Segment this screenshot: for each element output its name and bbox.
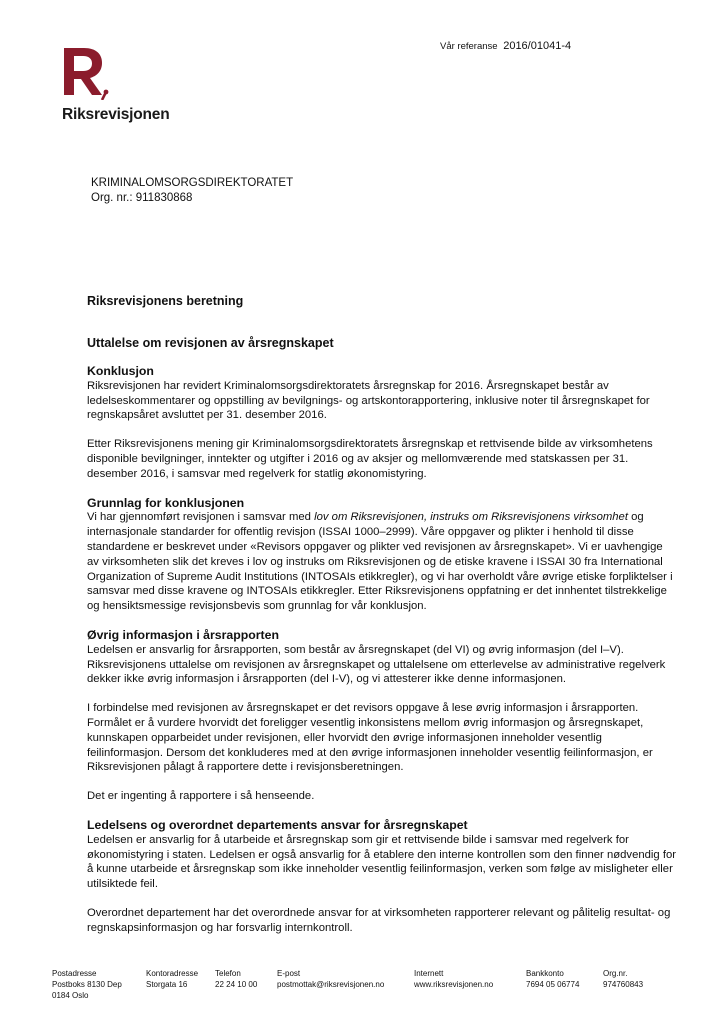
recipient-org-nr: Org. nr.: 911830868 (91, 192, 193, 204)
logo-name: Riksrevisjonen (62, 106, 170, 123)
logo-r-shape (64, 48, 102, 95)
footer-value: 7694 05 06774 (526, 980, 580, 989)
footer-label: Org.nr. (603, 969, 628, 978)
section-ovrig-informasjon (87, 628, 677, 804)
paragraph: Det er ingenting å rapportere i så henseende. (87, 790, 315, 803)
footer-value: postmottak@riksrevisjonen.no (277, 980, 385, 989)
paragraph: Overordnet departement har det overordnede ansvar for at virksomheten rapporterer relevant og pålitelig resultat- og regnskapsinformasjon og har forsvarlig internkontroll. (87, 906, 671, 934)
footer-telefon (215, 968, 257, 990)
reference (440, 40, 571, 52)
recipient-block (91, 176, 293, 206)
footer-postadresse (52, 968, 122, 1001)
logo (62, 44, 182, 126)
recipient-name: KRIMINALOMSORGSDIREKTORATET (91, 177, 294, 189)
paragraph-text: og internasjonale standarder for offentlig revisjon (ISSAI 1000–2999). Våre oppgaver og plikter i henhold til disse standardene er beskrevet under «Revisors oppgaver og plikter ved revisjonen av årsregnskapet». Vi er uavhengige av virksomheten slik det kreves i lov og instruks om Riksrevisjonen og de etiske kravene i ISSAI 30 fra International Organization of Supreme Audit Institutions (INTOSAIs etikkregler), og vi har overholdt våre øvrige etiske forpliktelser i samsvar med disse kravene og INTOSAIs etikkregler. Etter Riksrevisjonens oppfatning er det innhentet tilstrekkelige og hensiktsmessige revisjonsbevis som grunnlag for vår konklusjon. (87, 511, 673, 613)
section-heading: Ledelsens og overordnet departements ansvar for årsregnskapet (87, 817, 468, 832)
footer-label: Bankkonto (526, 969, 564, 978)
section-heading: Grunnlag for konklusjonen (87, 495, 245, 510)
footer-epost (277, 968, 384, 990)
section-grunnlag (87, 496, 677, 614)
paragraph: Etter Riksrevisjonens mening gir Kriminalomsorgsdirektoratets årsregnskap et rettvisende bilde av virksomhetens disponible bevilgninger, inntekter og utgifter i 2016 og av aksjer og mellomværende med statskassen per 31. desember 2016, i samsvar med regelverk for statlig økonomistyring. (87, 438, 653, 480)
footer-internett (414, 968, 493, 990)
section-heading: Øvrig informasjon i årsrapporten (87, 627, 280, 642)
footer-value: 0184 Oslo (52, 991, 89, 1000)
section-ledelsens-ansvar (87, 818, 677, 936)
footer-bankkonto (526, 968, 579, 990)
footer-label: Kontoradresse (146, 969, 199, 978)
footer-value: Postboks 8130 Dep (52, 980, 122, 989)
report-title: Riksrevisjonens beretning (87, 294, 244, 308)
footer-value: www.riksrevisjonen.no (414, 980, 494, 989)
section-heading: Konklusjon (87, 364, 154, 378)
footer-label: Internett (414, 969, 444, 978)
footer-kontoradresse (146, 968, 198, 990)
footer-orgnr (603, 968, 643, 990)
paragraph-text: Vi har gjennomført revisjonen i samsvar med (87, 511, 315, 524)
paragraph-italic-text: lov om Riksrevisjonen, instruks om Riksrevisjonens virksomhet (314, 511, 628, 524)
paragraph: I forbindelse med revisjonen av årsregnskapet er det revisors oppgave å lese øvrig informasjon i årsrapporten. Formålet er å vurdere hvorvidt det foreligger vesentlig inkonsistens mellom øvrig informasjon og årsregnskapet, kunnskapen opparbeidet under revisjonen, eller hvorvidt den øvrige informasjonen inneholder vesentlig feilinformasjon. Dersom det konkluderes med at den øvrige informasjonen inneholder vesentlig feilinformasjon, er Riksrevisjonen pålagt å rapportere dette i revisjonsberetningen. (87, 702, 653, 774)
footer-value: 974760843 (603, 980, 644, 989)
riksrevisjonen-logo-mark (62, 44, 112, 100)
report-body (87, 294, 677, 950)
paragraph: Ledelsen er ansvarlig for å utarbeide et årsregnskap som gir et rettvisende bilde i samsvar med regelverk for økonomistyring i staten. Ledelsen er også ansvarlig for å etablere den interne kontrollen som den finner nødvendig for å kunne utarbeide et årsregnskap som ikke inneholder vesentlig feilinformasjon, verken som følge av misligheter eller utilsiktede feil. (87, 833, 677, 891)
section-konklusjon (87, 364, 677, 482)
paragraph (87, 510, 677, 614)
reference-value: 2016/01041-4 (503, 40, 572, 52)
paragraph: Ledelsen er ansvarlig for årsrapporten, som består av årsregnskapet (del VI) og øvrig informasjon (del I–V). Riksrevisjonens uttalelse om revisjonen av årsregnskapet og uttalelsene om etterlevelse av administrative regelverk dekker ikke øvrig informasjon i årsrapporten (del I-V), og vi attesterer ikke denne informasjonen. (87, 643, 666, 686)
logo-comma (102, 92, 106, 100)
paragraph: Riksrevisjonen har revidert Kriminalomsorgsdirektoratets årsregnskap for 2016. Årsregnskapet består av ledelseskommentarer og oppstilling av bevilgnings- og artskontorapportering, inklusive noter til årsregnskapet for regnskapsåret avsluttet per 31. desember 2016. (87, 379, 650, 422)
footer-label: Telefon (215, 969, 241, 978)
footer-label: Postadresse (52, 969, 97, 978)
report-subtitle: Uttalelse om revisjonen av årsregnskapet (87, 336, 334, 350)
reference-label: Vår referanse (440, 41, 498, 52)
footer-label: E-post (277, 969, 301, 978)
footer-value: Storgata 16 (146, 980, 188, 989)
footer-value: 22 24 10 00 (215, 980, 258, 989)
